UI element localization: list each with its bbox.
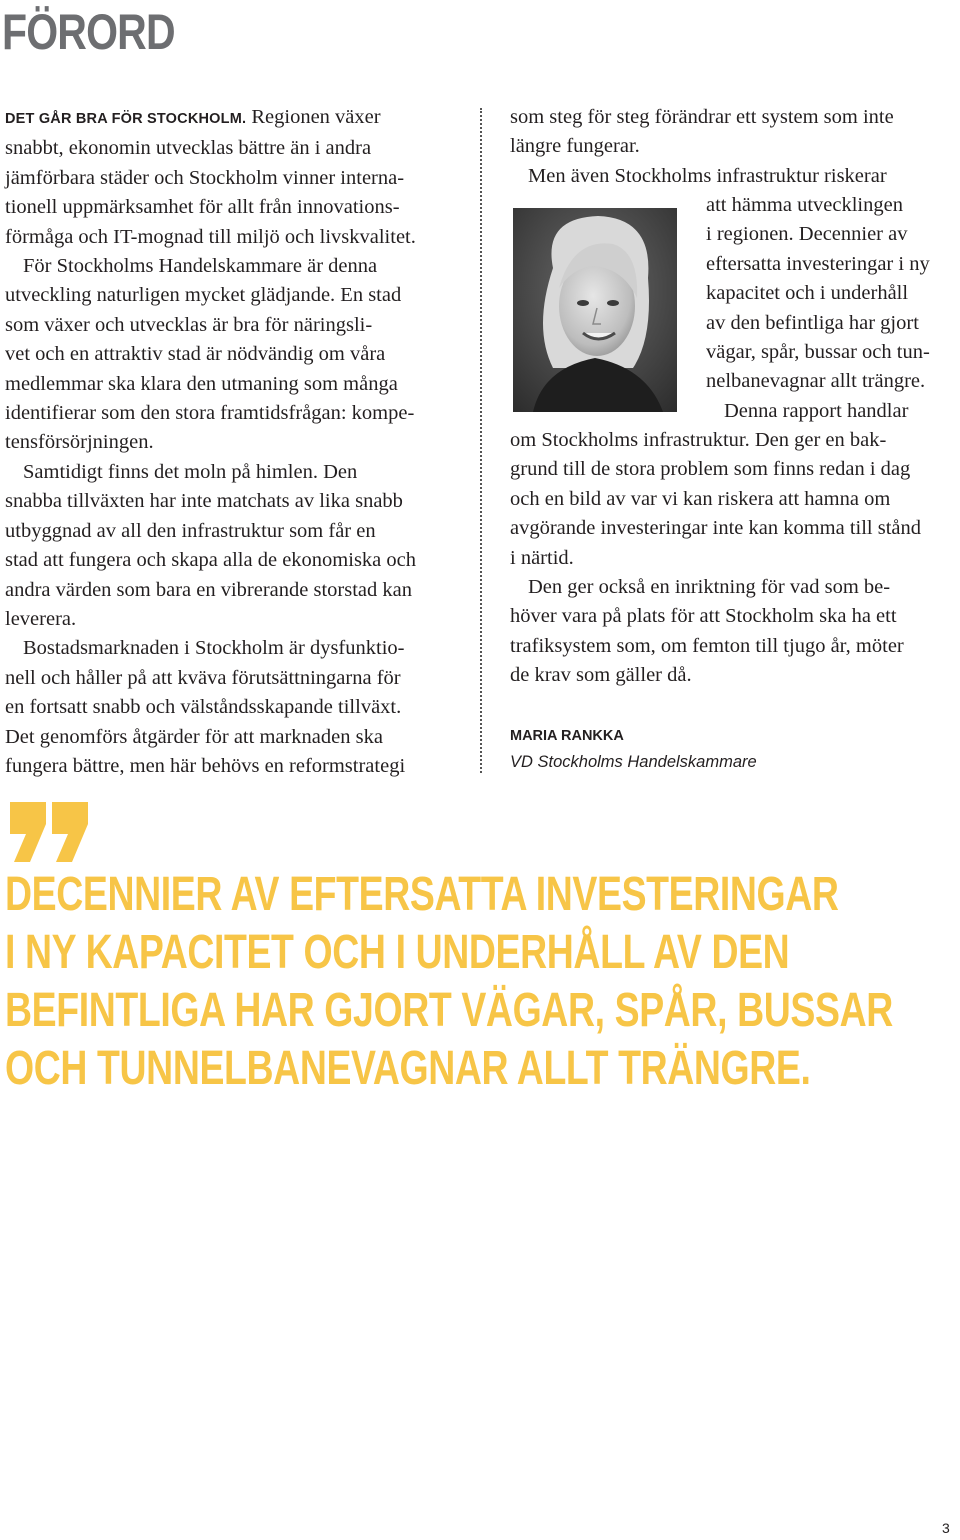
text-line: i regionen. Decennier av	[706, 223, 908, 246]
text-line: jämförbara städer och Stockholm vinner interna-	[5, 166, 405, 189]
right-column-lower	[510, 426, 960, 691]
text-line: grund till de stora problem som finns redan i dag	[510, 458, 911, 481]
text-line: vet och en attraktiv stad är nödvändig om våra	[5, 343, 386, 366]
pull-quote	[5, 866, 893, 1098]
body-paragraph	[5, 634, 455, 781]
text-line: trafiksystem som, om femton till tjugo år, möter	[510, 634, 904, 657]
pull-quote-line: BEFINTLIGA HAR GJORT VÄGAR, SPÅR, BUSSAR	[5, 984, 893, 1037]
page-title: FÖRORD	[2, 4, 175, 60]
text-line: höver vara på plats för att Stockholm ska ha ett	[510, 605, 897, 628]
text-line: fungera bättre, men här behövs en reformstrategi	[5, 754, 406, 777]
portrait-illustration	[513, 208, 677, 412]
wrapped-paragraph	[706, 191, 956, 426]
body-paragraph	[5, 458, 455, 634]
text-line: Regionen växer	[246, 106, 381, 128]
text-line: om Stockholms infrastruktur. Den ger en bak-	[510, 429, 887, 451]
text-line: utbyggnad av all den infrastruktur som får en	[5, 519, 376, 542]
text-line: kapacitet och i underhåll	[706, 282, 909, 305]
text-line: Den ger också en inriktning för vad som be-	[528, 576, 891, 599]
body-paragraph	[510, 103, 960, 191]
text-line: förmåga och IT-mognad till miljö och livskvalitet.	[5, 225, 416, 248]
text-line: utveckling naturligen mycket glädjande. En stad	[5, 284, 402, 307]
text-line: nelbanevagnar allt trängre.	[706, 370, 926, 393]
text-line: andra värden som bara en vibrerande storstad kan	[5, 578, 412, 601]
text-line: som växer och utvecklas är bra för näringsli-	[5, 313, 373, 336]
text-line: För Stockholms Handelskammare är denna	[23, 255, 378, 278]
signature-block	[510, 724, 757, 776]
text-line: vägar, spår, bussar och tun-	[706, 341, 930, 364]
text-line: tensförsörjningen.	[5, 431, 154, 454]
lead-in: DET GÅR BRA FÖR STOCKHOLM.	[5, 111, 247, 127]
text-line: Det genomförs åtgärder för att marknaden ska	[5, 725, 383, 748]
text-line: snabba tillväxten har inte matchats av lika snabb	[5, 490, 403, 513]
signature-role: VD Stockholms Handelskammare	[510, 753, 757, 771]
right-column	[510, 103, 960, 191]
text-line: leverera.	[5, 607, 77, 630]
text-line: en fortsatt snabb och välståndsskapande tillväxt.	[5, 696, 402, 719]
text-line: Samtidigt finns det moln på himlen. Den	[23, 460, 358, 483]
text-line: Bostadsmarknaden i Stockholm är dysfunktio-	[23, 637, 405, 660]
body-paragraph	[5, 252, 455, 458]
left-column	[5, 103, 455, 781]
page-number: 3	[942, 1520, 950, 1536]
text-line: längre fungerar.	[510, 135, 640, 158]
text-line: stad att fungera och skapa alla de ekonomiska och	[5, 549, 416, 572]
text-line: Denna rapport handlar	[724, 399, 909, 422]
intro-paragraph	[5, 103, 455, 252]
column-divider	[480, 108, 482, 773]
text-line: i närtid.	[510, 546, 574, 569]
text-line: eftersatta investeringar i ny	[706, 252, 930, 275]
closing-quotation-mark-icon	[6, 802, 92, 862]
pull-quote-line: DECENNIER AV EFTERSATTA INVESTERINGAR	[5, 868, 839, 921]
text-line: Men även Stockholms infrastruktur riskerar	[528, 164, 887, 187]
portrait-photo	[513, 208, 677, 412]
text-line: och en bild av var vi kan riskera att hamna om	[510, 487, 891, 510]
body-paragraph	[510, 573, 960, 691]
text-line: avgörande investeringar inte kan komma till stånd	[510, 517, 922, 540]
pull-quote-line: OCH TUNNELBANEVAGNAR ALLT TRÄNGRE.	[5, 1042, 811, 1095]
text-line: de krav som gäller då.	[510, 664, 692, 687]
signature-name: MARIA RANKKA	[510, 728, 624, 744]
text-line: medlemmar ska klara den utmaning som många	[5, 372, 398, 395]
pull-quote-line: I NY KAPACITET OCH I UNDERHÅLL AV DEN	[5, 926, 790, 979]
text-line: som steg för steg förändrar ett system som inte	[510, 106, 894, 128]
text-line: tionell uppmärksamhet för allt från innovations-	[5, 196, 400, 219]
text-line: identifierar som den stora framtidsfrågan: kompe-	[5, 402, 415, 425]
text-line: snabbt, ekonomin utvecklas bättre än i andra	[5, 137, 372, 160]
text-line: av den befintliga har gjort	[706, 311, 919, 334]
text-line: nell och håller på att kväva förutsättningarna för	[5, 666, 401, 689]
text-line: att hämma utvecklingen	[706, 194, 903, 216]
body-paragraph	[510, 426, 960, 573]
